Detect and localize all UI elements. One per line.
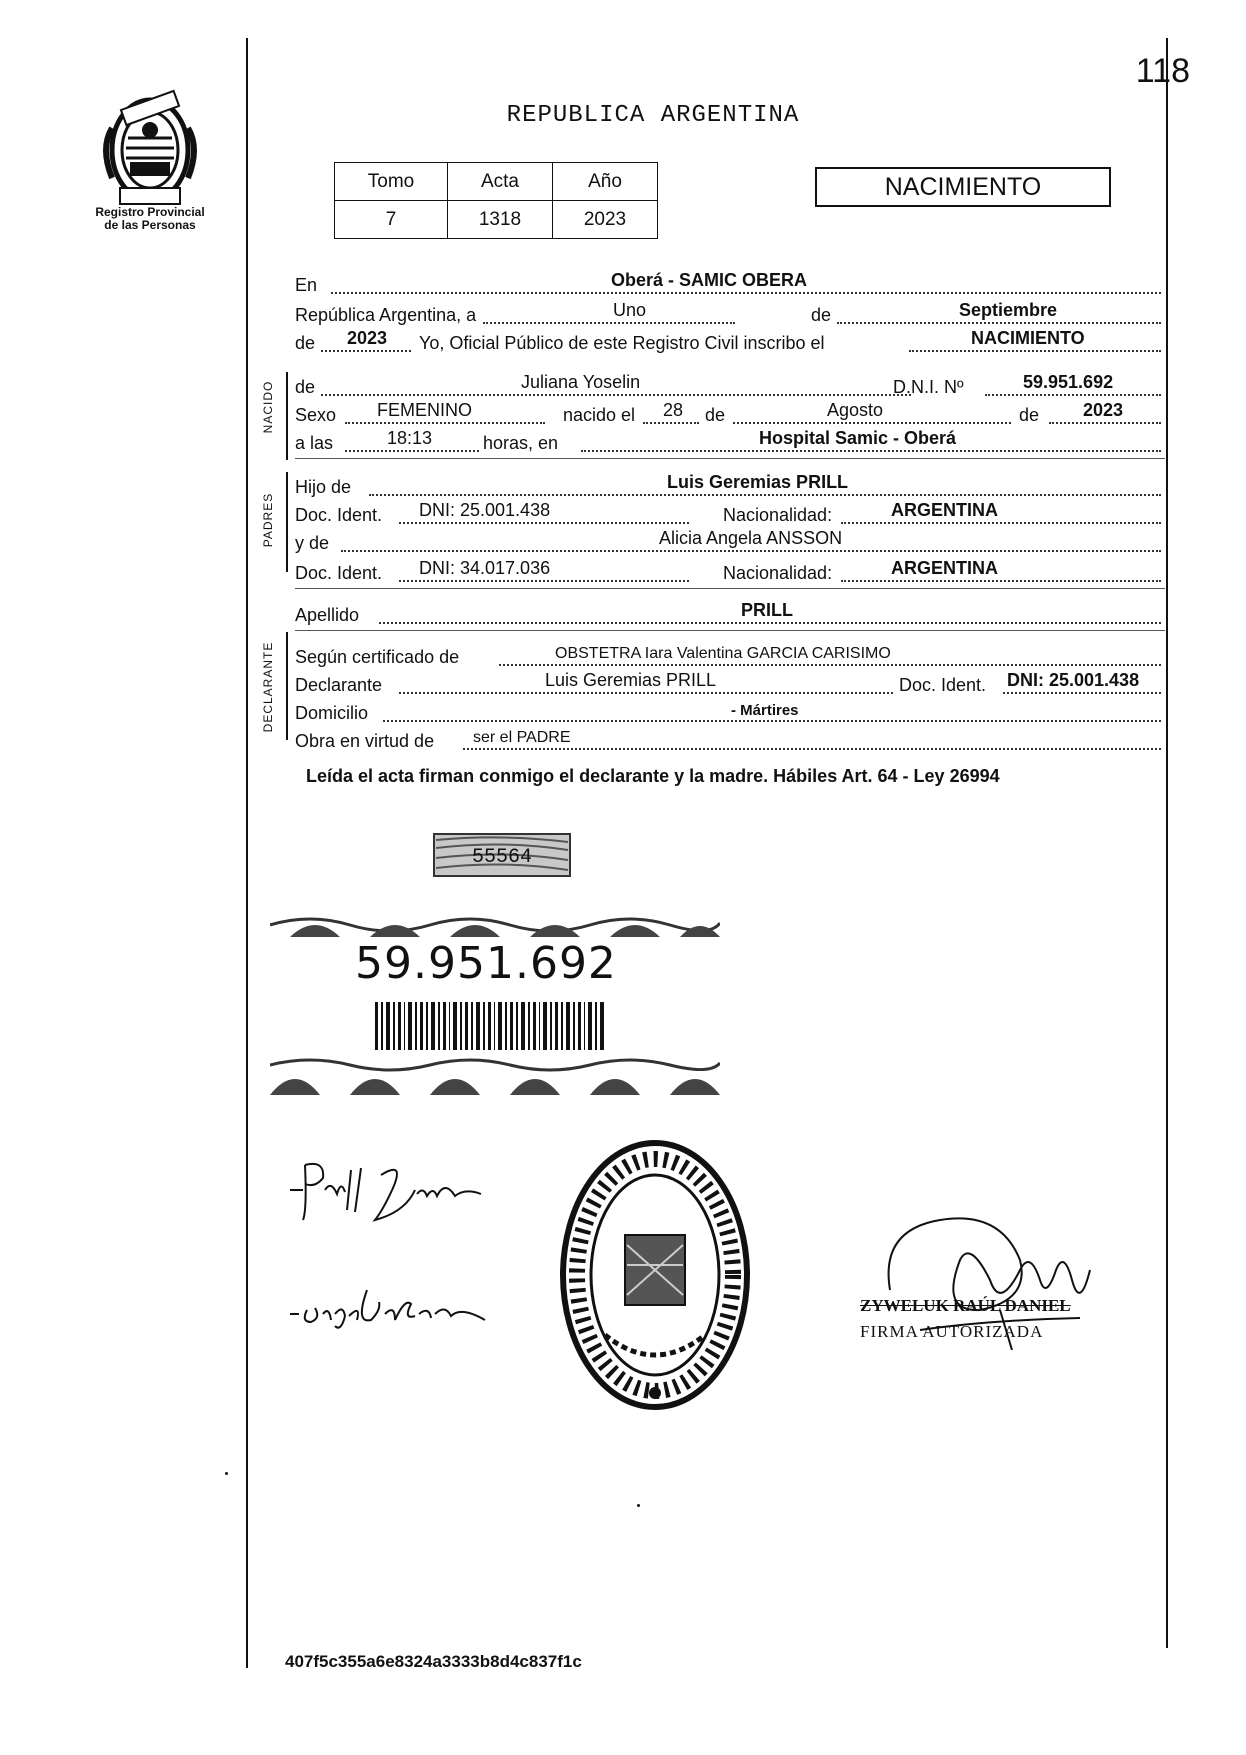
label-apellido: Apellido	[295, 605, 360, 625]
row-sexo	[295, 400, 1165, 428]
label-sexo: Sexo	[295, 405, 337, 425]
value-sexo: FEMENINO	[377, 400, 473, 420]
scan-dot	[637, 1504, 640, 1507]
label-de-anio: de	[295, 333, 316, 353]
label-dni: D.N.I. Nº	[893, 377, 964, 397]
row-en	[295, 270, 1165, 298]
value-certificado: OBSTETRA Iara Valentina GARCIA CARISIMO	[555, 645, 891, 662]
dotted-line	[733, 422, 1011, 424]
row-fecha	[295, 300, 1165, 328]
section-divider	[295, 458, 1165, 459]
value-nacido-dia: 28	[663, 400, 684, 420]
header-tomo: Tomo	[335, 163, 448, 201]
row-certificado	[295, 642, 1165, 670]
row-doc-padre	[295, 500, 1165, 528]
value-mes: Septiembre	[959, 300, 1058, 320]
logo-caption-line-1: Registro Provincial	[95, 205, 205, 219]
section-divider	[295, 588, 1165, 589]
padres-section-bar	[286, 472, 288, 572]
label-a-las: a las	[295, 433, 334, 453]
value-dia: Uno	[613, 300, 647, 320]
label-horas-en: horas, en	[483, 433, 559, 453]
section-label-declarante: DECLARANTE	[261, 641, 275, 733]
label-declarante: Declarante	[295, 675, 383, 695]
header-anio: Año	[553, 163, 658, 201]
value-anio: 2023	[553, 201, 658, 239]
closing-text: Leída el acta firman conmigo el declarante y la madre. Hábiles Art. 64 - Ley 26994	[306, 766, 1000, 786]
record-table	[334, 162, 658, 239]
value-lugar: Hospital Samic - Oberá	[759, 428, 957, 448]
section-label-nacido: NACIDO	[261, 380, 275, 434]
dotted-line	[399, 522, 689, 524]
value-acta: 1318	[448, 201, 553, 239]
dotted-line	[399, 692, 893, 694]
label-nac-madre: Nacionalidad:	[723, 563, 833, 583]
label-doc-madre: Doc. Ident.	[295, 563, 383, 583]
dotted-line	[841, 522, 1161, 524]
label-nombre: de	[295, 377, 316, 397]
dotted-line	[341, 550, 1161, 552]
section-divider	[295, 630, 1165, 631]
logo-caption-line-2: de las Personas	[104, 218, 196, 232]
scan-dot	[225, 1472, 228, 1475]
value-padre: Luis Geremias PRILL	[667, 472, 849, 492]
value-dni: 59.951.692	[1023, 372, 1114, 392]
declarante-section-bar	[286, 632, 288, 740]
label-domicilio: Domicilio	[295, 703, 369, 723]
section-label-padres: PADRES	[261, 492, 275, 548]
value-doc-padre: DNI: 25.001.438	[419, 500, 551, 520]
page-number: 118	[1135, 52, 1190, 90]
dotted-line	[483, 322, 735, 324]
row-doc-madre	[295, 558, 1165, 586]
authorized-caption: FIRMA AUTORIZADA	[860, 1322, 1044, 1341]
label-nac-padre: Nacionalidad:	[723, 505, 833, 525]
dotted-line	[383, 720, 1161, 722]
page-title: REPUBLICA ARGENTINA	[506, 102, 800, 129]
dotted-line	[841, 580, 1161, 582]
dni-stamp-number: 59.951.692	[355, 938, 617, 989]
row-inscripcion	[295, 328, 1165, 356]
row-virtud	[295, 726, 1165, 754]
authorized-name: ZYWELUK RAÚL DANIEL	[860, 1296, 1071, 1315]
value-nacido-mes: Agosto	[827, 400, 884, 420]
dotted-line	[643, 422, 699, 424]
dotted-line	[331, 292, 1161, 294]
record-type-box: NACIMIENTO	[815, 167, 1111, 207]
nacido-section-bar	[286, 372, 288, 460]
dotted-line	[321, 394, 911, 396]
dotted-line	[321, 350, 411, 352]
label-oficial: Yo, Oficial Público de este Registro Civil inscribo el	[419, 333, 825, 353]
value-tipo: NACIMIENTO	[971, 328, 1085, 348]
value-nac-padre: ARGENTINA	[891, 500, 998, 520]
dotted-line	[369, 494, 1161, 496]
security-pattern-top	[270, 919, 720, 937]
table-row	[335, 201, 658, 239]
label-nacido-de: de	[705, 405, 726, 425]
dotted-line	[345, 422, 545, 424]
table-row	[335, 163, 658, 201]
madre-signature-icon	[285, 1280, 495, 1340]
label-republica: República Argentina, a	[295, 305, 477, 325]
barcode-icon	[375, 1002, 605, 1050]
dotted-line	[463, 748, 1161, 750]
label-y-de: y de	[295, 533, 330, 553]
dotted-line	[581, 450, 1161, 452]
stamp-mark-icon	[432, 832, 572, 878]
stamp-mark-text: 55564	[471, 846, 533, 869]
label-doc-padre: Doc. Ident.	[295, 505, 383, 525]
row-nombre	[295, 372, 1165, 400]
label-hijo-de: Hijo de	[295, 477, 352, 497]
dotted-line	[1049, 422, 1161, 424]
right-margin-line	[1166, 38, 1168, 1648]
logo-caption	[80, 206, 220, 232]
dotted-line	[985, 394, 1161, 396]
header-acta: Acta	[448, 163, 553, 201]
value-declarante: Luis Geremias PRILL	[545, 670, 717, 690]
dotted-line	[399, 580, 689, 582]
value-tomo: 7	[335, 201, 448, 239]
value-en: Oberá - SAMIC OBERA	[611, 270, 808, 290]
row-padre	[295, 472, 1165, 500]
dotted-line	[837, 322, 1161, 324]
label-certificado: Según certificado de	[295, 647, 460, 667]
value-doc-madre: DNI: 34.017.036	[419, 558, 551, 578]
dotted-line	[345, 450, 479, 452]
value-madre: Alicia Angela ANSSON	[659, 528, 843, 548]
value-domicilio: - Mártires	[731, 702, 799, 719]
document-hash: 407f5c355a6e8324a3333b8d4c837f1c	[285, 1652, 582, 1671]
left-margin-line	[246, 38, 248, 1668]
value-nac-madre: ARGENTINA	[891, 558, 998, 578]
value-anio: 2023	[347, 328, 388, 348]
row-madre	[295, 528, 1165, 556]
row-domicilio	[295, 698, 1165, 726]
dni-security-band	[270, 905, 720, 1095]
row-apellido	[295, 600, 1165, 628]
dotted-line	[379, 622, 1161, 624]
dotted-line	[499, 664, 1161, 666]
label-virtud: Obra en virtud de	[295, 731, 435, 751]
value-doc-declarante: DNI: 25.001.438	[1007, 670, 1140, 690]
official-round-seal-icon	[555, 1135, 755, 1415]
label-doc-declarante: Doc. Ident.	[899, 675, 987, 695]
label-en: En	[295, 275, 318, 295]
value-virtud: ser el PADRE	[473, 729, 571, 746]
dotted-line	[1003, 692, 1161, 694]
value-nombre: Juliana Yoselin	[521, 372, 641, 392]
row-hora	[295, 428, 1165, 456]
row-declarante	[295, 670, 1165, 698]
security-pattern-bottom	[270, 1060, 720, 1095]
dotted-line	[909, 350, 1161, 352]
label-nacido-el: nacido el	[563, 405, 636, 425]
label-nacido-de2: de	[1019, 405, 1040, 425]
value-nacido-anio: 2023	[1083, 400, 1124, 420]
value-hora: 18:13	[387, 428, 433, 448]
declarante-signature-icon	[285, 1150, 515, 1230]
label-de: de	[811, 305, 832, 325]
value-apellido: PRILL	[741, 600, 793, 620]
